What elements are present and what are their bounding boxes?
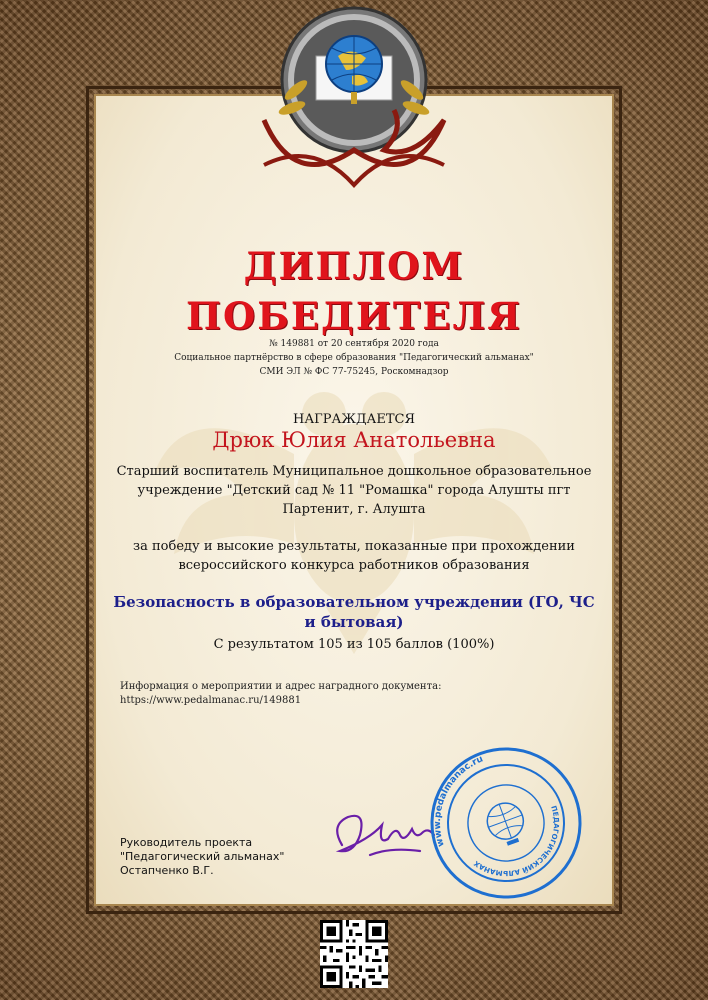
result-text: С результатом 105 из 105 баллов (100%) [213, 637, 495, 652]
document-info [120, 680, 480, 708]
award-reason [94, 537, 614, 575]
partnership-text: Социальное партнёрство в сфере образования "Педагогический альманах" [174, 353, 534, 363]
seal-outer-text: www.pedalmanac.ru [432, 754, 485, 848]
info-label: Информация о мероприятии и адрес наградного документа: [120, 681, 442, 692]
recipient-position [94, 462, 614, 519]
document-number: № 149881 от 20 сентября 2020 года [269, 339, 439, 349]
awarded-label: НАГРАЖДАЕТСЯ [292, 412, 415, 427]
signer-block [120, 836, 340, 878]
signer-title: Руководитель проекта [120, 836, 253, 849]
diploma-title-line2: ПОБЕДИТЕЛЯ [186, 294, 522, 338]
contest-title [94, 592, 614, 632]
reason-line-2: всероссийского конкурса работников образования [178, 558, 530, 573]
position-line-3: Партенит, г. Алушта [282, 502, 426, 517]
qr-code[interactable] [320, 920, 388, 988]
contest-line-1: Безопасность в образовательном учреждении (ГО, ЧС [113, 593, 595, 611]
svg-text:www.pedalmanac.ru [428, 754, 506, 848]
signer-name: Остапченко В.Г. [120, 864, 214, 877]
globe-book-emblem [234, 0, 474, 230]
registration-text: СМИ ЭЛ № ФС 77-75245, Роскомнадзор [259, 367, 449, 377]
signer-organization: "Педагогический альманах" [120, 850, 285, 863]
reason-line-1: за победу и высокие результаты, показанные при прохождении [133, 539, 575, 554]
recipient-name: Дрюк Юлия Анатольевна [212, 428, 496, 452]
seal-inner-text: ПЕДАГОГИЧЕСКИЙ АЛЬМАНАХ [472, 804, 561, 878]
contest-line-2: и бытовая) [304, 613, 404, 631]
organization-seal [428, 745, 584, 901]
info-url[interactable]: https://www.pedalmanac.ru/149881 [120, 695, 302, 706]
position-line-1: Старший воспитатель Муниципальное дошкольное образовательное [116, 464, 592, 479]
diploma-title-line1: ДИПЛОМ [243, 244, 465, 288]
position-line-2: учреждение "Детский сад № 11 "Ромашка" города Алушты пгт [137, 483, 571, 498]
